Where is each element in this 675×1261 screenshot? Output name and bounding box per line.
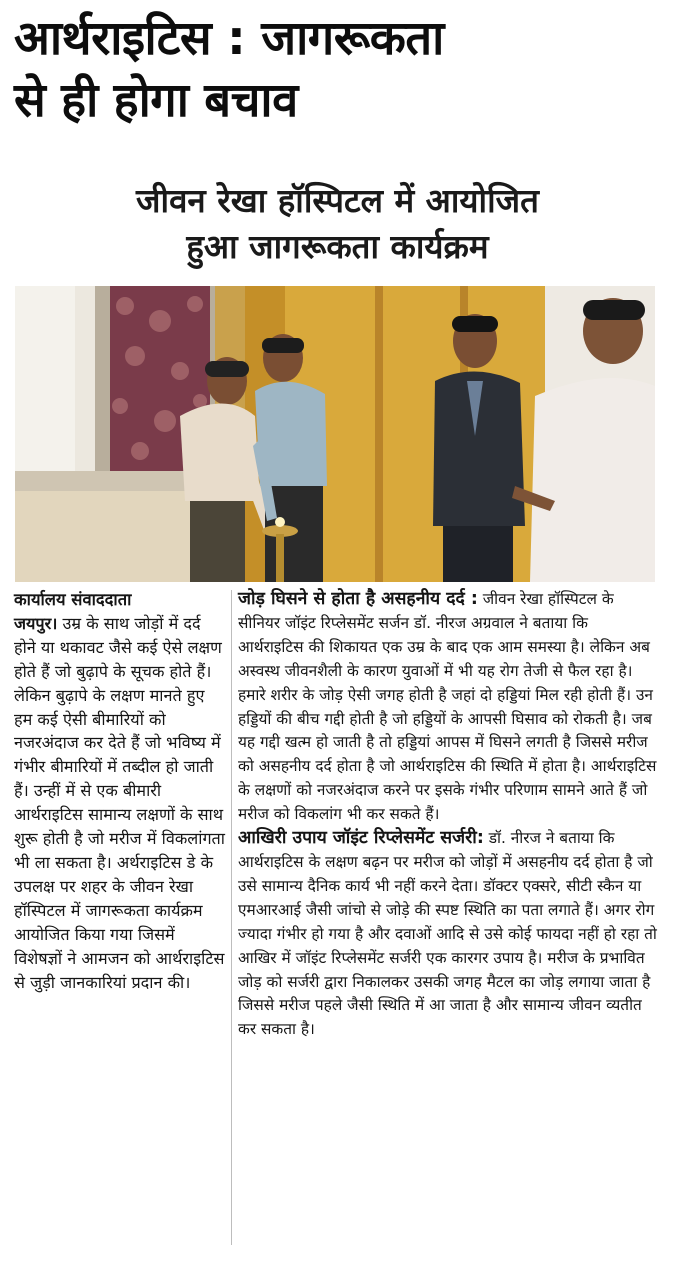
dateline: जयपुर। bbox=[14, 613, 58, 633]
subheadline-line-2: हुआ जागरूकता कार्यक्रम bbox=[186, 227, 489, 266]
section-2 bbox=[238, 827, 658, 1042]
section-1 bbox=[238, 588, 658, 827]
left-column-body bbox=[14, 612, 226, 995]
section-1-heading: जोड़ घिसने से होता है असहनीय दर्द : bbox=[238, 589, 478, 609]
section-2-body: डॉ. नीरज ने बताया कि आर्थराइटिस के लक्षण बढ़न पर मरीज को जोड़ों में असहनीय दर्द होता है जो उसे सामान्य दैनिक कार्य भी नहीं करने देता। डॉक्टर एक्सरे, सीटी स्कैन या एमआरआई जैसी जांचो से जोड़े की स्पष्ट स्थिति का पता लगाते हैं। अगर रोग ज्यादा गंभीर हो गया है और दवाओं आदि से उसे कोई फायदा नहीं हो रहा तो आखिर में जॉइंट रिप्लेसमेंट सर्जरी एक कारगर उपाय है। मरीज के प्रभावित जोड़ को सर्जरी द्वारा निकालकर उसकी जगह मैटल का जोड़ लगाया जाता है जिससे मरीज पहले जैसी स्थिति में आ जाता है और सामान्य जीवन व्यतीत कर सकता है। bbox=[238, 829, 657, 1039]
column-divider bbox=[231, 590, 232, 1245]
left-column bbox=[14, 588, 226, 994]
section-2-heading: आखिरी उपाय जॉइंट रिप्लेसमेंट सर्जरी: bbox=[238, 828, 484, 849]
event-photo bbox=[15, 286, 655, 582]
byline: कार्यालय संवाददाता bbox=[14, 590, 132, 609]
subheadline-line-1: जीवन रेखा हॉस्पिटल में आयोजित bbox=[136, 181, 539, 220]
headline-line-2: से ही होगा बचाव bbox=[14, 73, 298, 128]
right-column bbox=[238, 588, 658, 1042]
subheadline bbox=[0, 178, 675, 270]
headline bbox=[14, 8, 664, 132]
left-body-text: उम्र के साथ जोड़ों में दर्द होने या थकावट जैसे कई ऐसे लक्षण होते हैं जो बुढ़ापे के सूचक होते हैं। लेकिन बुढ़ापे के लक्षण मानते हुए हम कई ऐसी बीमारियों को नजरअंदाज कर देते हैं जो भविष्य में गंभीर बीमारियों में तब्दील हो जाती हैं। उन्हीं में से एक बीमारी आर्थराइटिस सामान्य लक्षणों के साथ शुरू होती है जो मरीज में विकलांगता भी ला सकता है। अर्थराइटिस डे के उपलक्ष पर शहर के जीवन रेखा हॉस्पिटल में जागरूकता कार्यक्रम आयोजित किया गया जिसमें विशेषज्ञों ने आमजन को आर्थराइटिस से जुड़ी जानकारियां प्रदान की। bbox=[14, 613, 225, 992]
headline-line-1: आर्थराइटिस : जागरूकता bbox=[14, 11, 444, 66]
lamp-lighting-illustration bbox=[15, 286, 655, 582]
section-1-body: जीवन रेखा हॉस्पिटल के सीनियर जॉइंट रिप्लेसमेंट सर्जन डॉ. नीरज अग्रवाल ने बताया कि आर्थराइटिस की शिकायत एक उम्र के बाद एक आम समस्या है। लेकिन अब अस्वस्थ जीवनशैली के कारण युवाओं में भी यह रोग तेजी से फैल रहा है। हमारे शरीर के जोड़ ऐसी जगह होती है जहां दो हड्डियां मिल रही होती हैं। उन हड्डियों की बीच गद्दी होती है जो हड्डियों के आपसी घिसाव को रोकती है। जब यह गद्दी खत्म हो जाती है तो हड्डियां आपस में घिसने लगती है जिससे मरीज को असहनीय दर्द होता है जो आर्थराइटिस की स्थिति में होता है। आर्थराइटिस के लक्षणों को नजरअंदाज करने पर इसके गंभीर परिणाम सामने आते हैं जो मरीज को विकलांग भी कर सकते हैं। bbox=[238, 590, 657, 824]
